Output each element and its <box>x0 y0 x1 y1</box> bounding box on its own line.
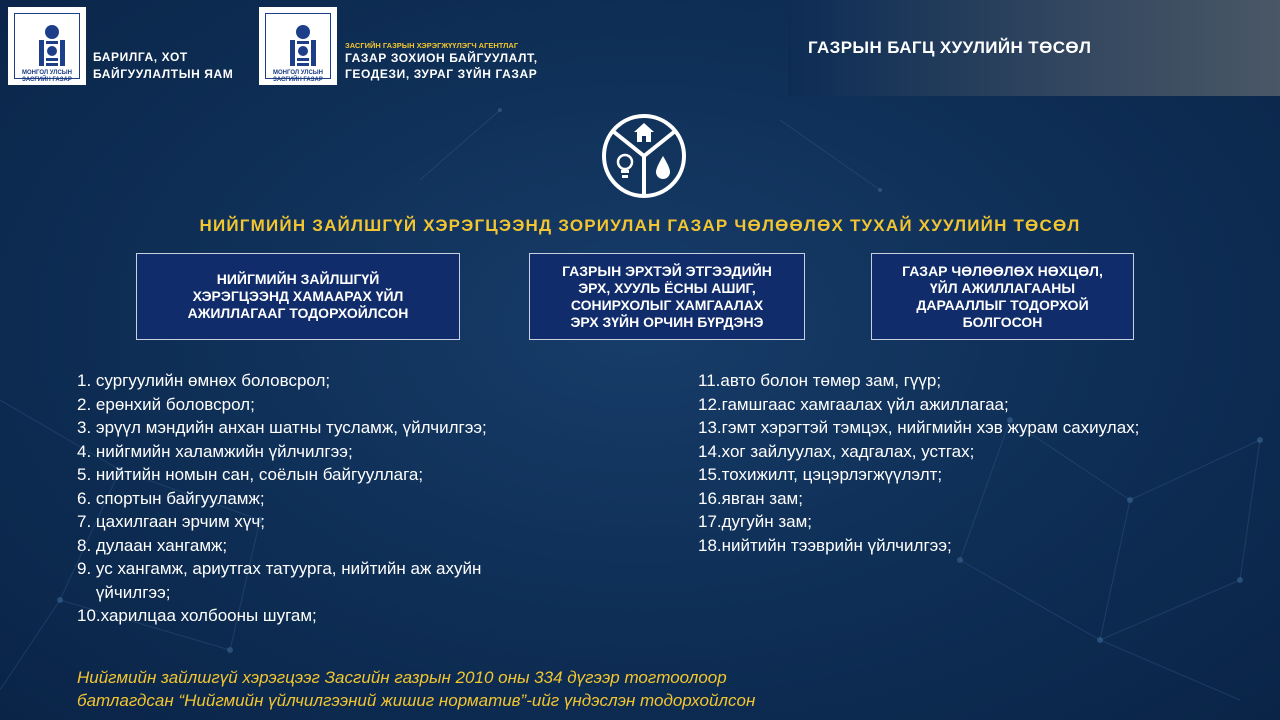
activities-list-right <box>698 369 1139 557</box>
ministry-name: БАРИЛГА, ХОТ БАЙГУУЛАЛТЫН ЯАМ <box>93 50 234 81</box>
list-item: 6. спортын байгууламж; <box>77 488 265 508</box>
lightbulb-icon <box>618 155 632 178</box>
logo-caption: МОНГОЛ УЛСЫН ЗАСГИЙН ГАЗАР <box>22 70 72 83</box>
list-item: 4. нийгмийн халамжийн үйлчилгээ; <box>77 441 353 461</box>
list-item: 7. цахилгаан эрчим хүч; <box>77 512 265 531</box>
list-item: 16.явган зам; <box>698 488 803 508</box>
list-item: 10.харилцаа холбооны шугам; <box>77 606 317 625</box>
list-item: 18.нийтийн тээврийн үйлчилгээ; <box>698 535 952 555</box>
government-emblem-icon <box>33 20 71 70</box>
agency-logo <box>259 7 337 85</box>
list-item: 3. эрүүл мэндийн анхан шатны тусламж, үйлчилгээ; <box>77 418 487 437</box>
land-services-emblem <box>600 112 688 200</box>
list-item: 17.дугуйн зам; <box>698 512 813 531</box>
summary-box-activities: НИЙГМИЙН ЗАЙЛШГҮЙ ХЭРЭГЦЭЭНД ХАМААРАХ ҮЙЛ АЖИЛЛАГААГ ТОДОРХОЙЛСОН <box>136 253 460 340</box>
logo-caption: МОНГОЛ УЛСЫН ЗАСГИЙН ГАЗАР <box>273 70 323 83</box>
home-icon <box>634 123 654 142</box>
summary-box-rights: ГАЗРЫН ЭРХТЭЙ ЭТГЭЭДИЙН ЭРХ, ХУУЛЬ ЁСНЫ АШИГ, СОНИРХОЛЫГ ХАМГААЛАХ ЭРХ ЗҮЙН ОРЧИН БҮРДЭНЭ <box>529 253 805 340</box>
list-item: 9. ус хангамж, ариутгах татуурга, нийтийн аж ахуйн үйчилгээ; <box>77 559 482 602</box>
list-item: 1. сургуулийн өмнөх боловсрол; <box>77 371 331 390</box>
page-title: ГАЗРЫН БАГЦ ХУУЛИЙН ТӨСӨЛ <box>808 38 1092 57</box>
footnote: Нийгмийн зайлшгүй хэрэгцээг Засгийн газрын 2010 оны 334 дүгээр тогтоолоор батлагдсан “Нийгмийн үйлчилгээний жишиг норматив”-ийг үндэслэн тодорхойлсон <box>77 668 756 710</box>
agency-name: ГАЗАР ЗОХИОН БАЙГУУЛАЛТ, ГЕОДЕЗИ, ЗУРАГ ЗҮЙН ГАЗАР <box>345 51 538 81</box>
list-item: 8. дулаан хангамж; <box>77 535 228 555</box>
list-item: 2. ерөнхий боловсрол; <box>77 394 255 414</box>
agency-subtitle: ЗАСГИЙН ГАЗРЫН ХЭРЭГЖҮҮЛЭГЧ АГЕНТЛАГ <box>345 41 519 50</box>
activities-list-left <box>77 369 487 628</box>
summary-box-procedure: ГАЗАР ЧӨЛӨӨЛӨХ НӨХЦӨЛ, ҮЙЛ АЖИЛЛАГААНЫ ДАРААЛЛЫГ ТОДОРХОЙ БОЛГОСОН <box>871 253 1134 340</box>
list-item: 5. нийтийн номын сан, соёлын байгууллага; <box>77 465 424 484</box>
list-item: 15.тохижилт, цэцэрлэгжүүлэлт; <box>698 465 943 484</box>
list-item: 13.гэмт хэрэгтэй тэмцэх, нийгмийн хэв журам сахиулах; <box>698 418 1140 437</box>
main-title: НИЙГМИЙН ЗАЙЛШГҮЙ ХЭРЭГЦЭЭНД ЗОРИУЛАН ГАЗАР ЧӨЛӨӨЛӨХ ТУХАЙ ХУУЛИЙН ТӨСӨЛ <box>199 216 1081 235</box>
government-emblem-icon <box>284 20 322 70</box>
government-logo <box>8 7 86 85</box>
list-item: 11.авто болон төмөр зам, гүүр; <box>698 371 942 390</box>
list-item: 12.гамшгаас хамгаалах үйл ажиллагаа; <box>698 394 1009 414</box>
water-drop-icon <box>656 156 670 179</box>
list-item: 14.хог зайлуулах, хадгалах, устгах; <box>698 441 975 461</box>
